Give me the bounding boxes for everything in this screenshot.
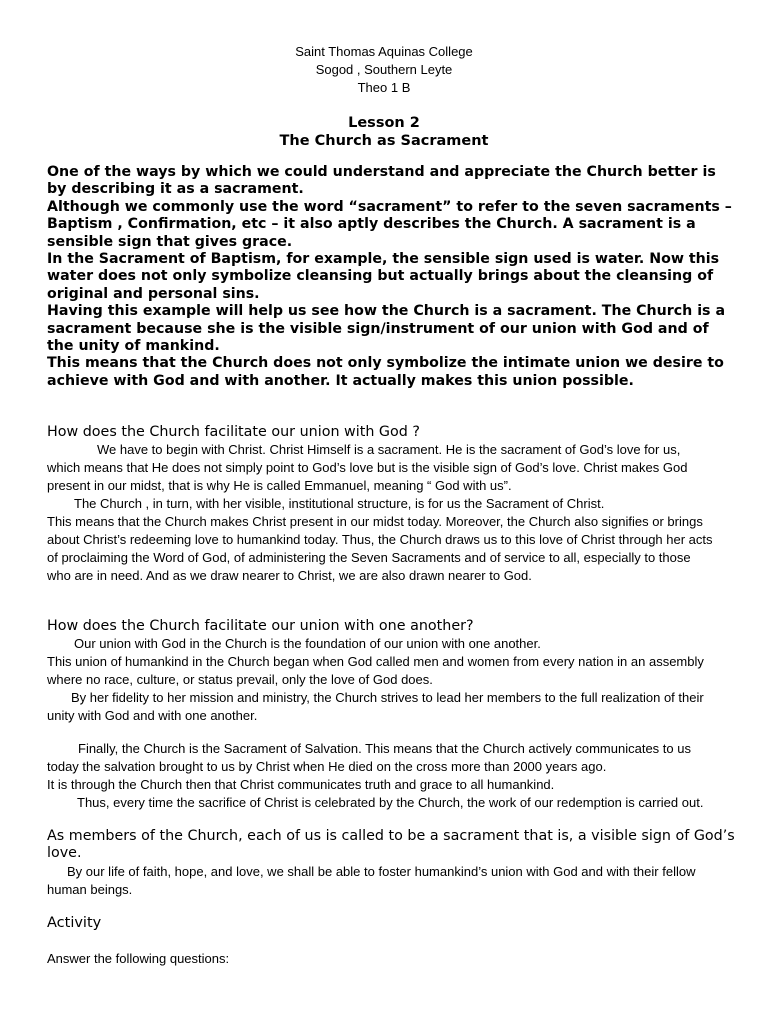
body-paragraph: We have to begin with Christ. Christ Himself is a sacrament. He is the sacrament of God’s love for us, which means that He does not simply point to God’s love but is the visible sign of God’s love. Christ makes God present in our midst, that is why He is called Emmanuel, meaning “ God with us”.	[47, 442, 688, 493]
body-paragraph: Our union with God in the Church is the foundation of our union with one another.	[74, 636, 541, 651]
section-body-salvation	[47, 740, 717, 812]
intro-paragraph: This means that the Church does not only symbolize the intimate union we desire to achieve with God and with another. It actually makes this union possible.	[47, 355, 724, 389]
activity-heading: Activity	[47, 915, 102, 931]
college-location: Sogod , Southern Leyte	[315, 62, 453, 77]
body-paragraph: Finally, the Church is the Sacrament of Salvation. This means that the Church actively communicates to us today the salvation brought to us by Christ when He died on the cross more than 2000 years ago.	[47, 741, 691, 774]
intro-paragraph: One of the ways by which we could understand and appreciate the Church better is by describing it as a sacrament.	[47, 164, 716, 198]
body-paragraph: The Church , in turn, with her visible, institutional structure, is for us the Sacrament of Christ.	[74, 496, 605, 511]
section-body-union-with-god	[47, 441, 717, 585]
activity-instruction: Answer the following questions:	[47, 951, 230, 966]
emphasis-paragraph: As members of the Church, each of us is called to be a sacrament that is, a visible sign of God’s love.	[47, 828, 735, 861]
closing-paragraph: By our life of faith, hope, and love, we shall be able to foster humankind’s union with God and with their fellow human beings.	[47, 864, 696, 897]
intro-paragraph: Although we commonly use the word “sacrament” to refer to the seven sacraments – Baptism , Confirmation, etc – it also aptly describes the Church. A sacrament is a sensible sign that gives grace.	[47, 198, 732, 250]
document-header	[0, 43, 768, 97]
body-paragraph: It is through the Church then that Christ communicates truth and grace to all humankind.	[47, 777, 555, 792]
course-code: Theo 1 B	[357, 80, 411, 95]
body-paragraph: This union of humankind in the Church began when God called men and women from every nation in an assembly where no race, culture, or status prevail, only the love of God does.	[47, 654, 704, 687]
body-paragraph: By her fidelity to her mission and ministry, the Church strives to lead her members to the full realization of their unity with God and with one another.	[47, 690, 704, 723]
body-paragraph: Thus, every time the sacrifice of Christ is celebrated by the Church, the work of our redemption is carried out.	[77, 795, 704, 810]
college-name: Saint Thomas Aquinas College	[295, 44, 473, 59]
section-heading-union-with-god: How does the Church facilitate our union with God ?	[47, 424, 420, 440]
lesson-title: The Church as Sacrament	[279, 133, 489, 149]
intro-paragraph: In the Sacrament of Baptism, for example, the sensible sign used is water. Now this water does not only symbolize cleansing but actually brings about the cleansing of original and personal sins.	[47, 251, 720, 302]
closing-paragraph-block	[47, 863, 717, 899]
section-body-union-with-one-another	[47, 635, 717, 725]
lesson-title-block	[0, 114, 768, 150]
lesson-number: Lesson 2	[348, 115, 420, 131]
intro-text	[47, 164, 737, 390]
section-heading-union-with-one-another: How does the Church facilitate our union with one another?	[47, 618, 474, 634]
body-paragraph: This means that the Church makes Christ present in our midst today. Moreover, the Church also signifies or brings about Christ’s redeeming love to humankind today. Thus, the Church draws us to this love of Christ through her acts of proclaiming the Word of God, of administering the Seven Sacraments and of service to all, especially to those who are in need. And as we draw nearer to Christ, we are also drawn nearer to God.	[47, 514, 713, 583]
intro-paragraph: Having this example will help us see how the Church is a sacrament. The Church is a sacrament because she is the visible sign/instrument of our union with God and of the unity of mankind.	[47, 303, 726, 355]
